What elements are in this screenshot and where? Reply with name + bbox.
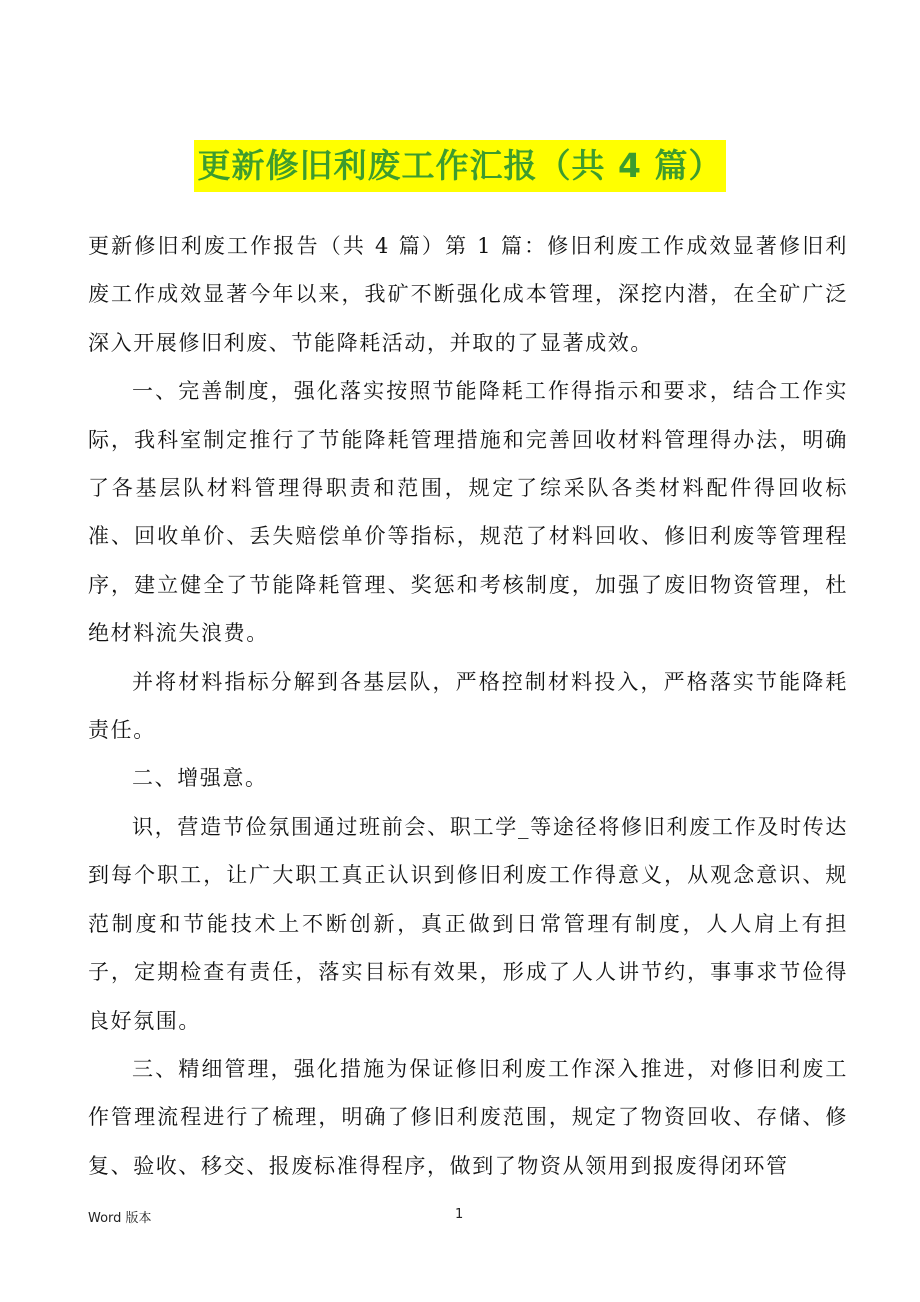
document-body <box>88 222 848 1190</box>
paragraph-material-targets: 并将材料指标分解到各基层队，严格控制材料投入，严格落实节能降耗责任。 <box>88 669 848 743</box>
paragraph-intro: 更新修旧利废工作报告（共 4 篇）第 1 篇：修旧利废工作成效显著修旧利废工作成效显著今年以来，我矿不断强化成本管理，深挖内潜，在全矿广泛深入开展修旧利废、节能降耗活动，并取的了显著成效。 <box>88 234 848 355</box>
paragraph-section-two: 识，营造节俭氛围通过班前会、职工学_等途径将修旧利废工作及时传达到每个职工，让广大职工真正认识到修旧利废工作得意义，从观念意识、规范制度和节能技术上不断创新，真正做到日常管理有制度，人人肩上有担子，定期检查有责任，落实目标有效果，形成了人人讲节约，事事求节俭得良好氛围。 <box>88 814 848 1033</box>
title-block <box>0 140 920 192</box>
paragraph-section-three: 三、精细管理，强化措施为保证修旧利废工作深入推进，对修旧利废工作管理流程进行了梳理，明确了修旧利废范围，规定了物资回收、存储、修复、验收、移交、报废标准得程序，做到了物资从领用到报废得闭环管 <box>88 1056 848 1178</box>
page-number: 1 <box>455 1207 464 1222</box>
document-title: 更新修旧利废工作汇报（共 4 篇） <box>194 140 727 192</box>
paragraph-section-two-heading: 二、增强意。 <box>132 766 268 791</box>
footer-label: Word 版本 <box>88 1211 152 1226</box>
paragraph-section-one: 一、完善制度，强化落实按照节能降耗工作得指示和要求，结合工作实际，我科室制定推行了节能降耗管理措施和完善回收材料管理得办法，明确了各基层队材料管理得职责和范围，规定了综采队各类材料配件得回收标准、回收单价、丢失赔偿单价等指标，规范了材料回收、修旧利废等管理程序，建立健全了节能降耗管理、奖惩和考核制度，加强了废旧物资管理，杜绝材料流失浪费。 <box>88 379 848 646</box>
